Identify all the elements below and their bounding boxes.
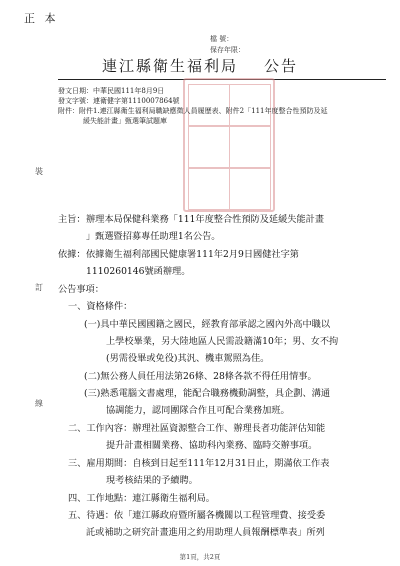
retention-label: 保存年限： (210, 46, 245, 54)
page-number: 第1頁，共2頁 (179, 553, 221, 561)
item-1-2: (二)無公務人員任用法第26條、28條各款不得任用情事。 (84, 371, 317, 382)
document-header (0, 55, 400, 76)
binding-mark-2: 訂 (35, 283, 43, 292)
basis-line-1: 依據衛生福利部國民健康署111年2月9日國健社字第 (86, 249, 299, 260)
copy-mark: 正 本 (24, 12, 59, 25)
document-type: 公告 (264, 57, 299, 75)
official-seal (183, 78, 275, 212)
binding-mark-1: 裝 (35, 167, 43, 176)
item-1: 一、資格條件： (68, 301, 133, 312)
basis-line-2: 1110260146號函辦理。 (86, 266, 191, 277)
item-1-3-line-b: 協調能力，認同團隊合作且可配合業務加班。 (106, 405, 290, 416)
issue-number: 發文字號：連衛健字第1110007864號 (58, 97, 180, 105)
item-2-line-a: 二、工作內容：辦理社區資源整合工作、辦理長者功能評估知能 (68, 423, 326, 434)
item-5-line-a: 五、待遇：依「連江縣政府暨所屬各機關以工程管理費、接受委 (68, 510, 326, 521)
file-number-label: 檔 號： (210, 35, 234, 43)
notice-label: 公告事項： (58, 284, 104, 295)
item-3-line-b: 現考核結果的予續聘。 (106, 475, 198, 486)
attachment-line-2: 緩失能計畫」甄選筆試題庫 (83, 117, 167, 125)
item-3-line-a: 三、雇用期間：自核到日起至111年12月31日止，期滿依工作表 (68, 458, 330, 469)
item-1-1-line-b: 上學校畢業，另大陸地區人民需設籍滿10年；男、女不拘 (106, 336, 339, 347)
issue-date: 發文日期：中華民國111年8月9日 (58, 87, 165, 95)
item-4: 四、工作地點：連江縣衛生福利局。 (68, 493, 215, 504)
item-1-1-line-c: (男需役畢或免役)其汎、機車駕照為佳。 (106, 353, 270, 364)
subject-line-1: 辦理本局保健科業務「111年度整合性預防及延緩失能計畫 (86, 214, 325, 225)
basis-label: 依據： (58, 249, 86, 260)
subject-line-2: 」甄選暨招募專任助理1名公告。 (86, 231, 221, 242)
attachment-line-1: 附件：附件1.連江縣衛生福利局職缺應徵人員履歷表、附件2「111年度整合性預防及延 (58, 107, 328, 115)
file-number-block (210, 34, 245, 56)
binding-mark-3: 線 (35, 399, 43, 408)
issuer-name: 連江縣衛生福利局 (101, 57, 238, 75)
item-5-line-b: 託或補助之研究計畫進用之約用助理人員報酬標準表」所列 (86, 527, 325, 538)
subject-label: 主旨： (58, 214, 86, 225)
item-1-3-line-a: (三)熟悉電腦文書處理，能配合職務機動調整，具企劃、溝通 (84, 388, 331, 399)
item-1-1-line-a: (一)具中華民國國籍之國民，經教育部承認之國內外高中職以 (84, 319, 331, 330)
item-2-line-b: 提升計畫相關業務、協助科內業務、臨時交辦事項。 (106, 440, 318, 451)
